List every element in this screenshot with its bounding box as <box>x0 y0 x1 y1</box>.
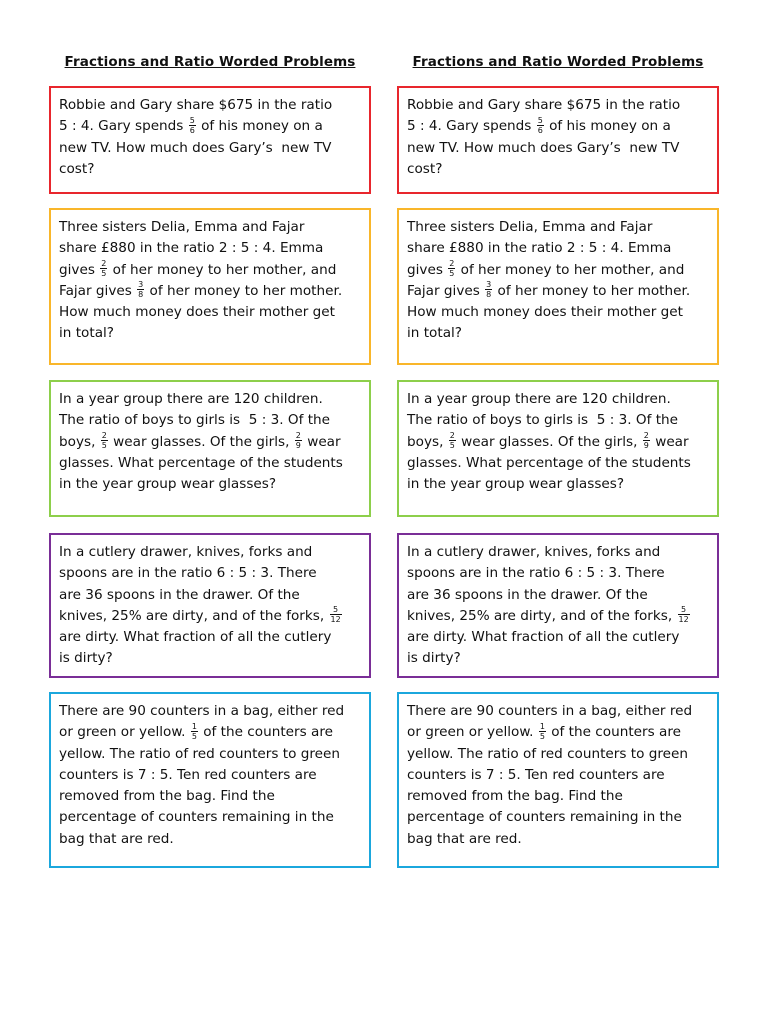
text-segment: spoons are in the ratio 6 : 5 : 3. There <box>407 565 665 582</box>
text-segment: How much money does their mother get <box>59 304 335 321</box>
text-segment: are 36 spoons in the drawer. Of the <box>59 586 300 603</box>
problem-card-1 <box>49 86 371 194</box>
fraction-denominator: 5 <box>449 269 455 279</box>
fraction <box>539 722 546 741</box>
fraction-numerator: 2 <box>295 431 301 441</box>
text-segment: share £880 in the ratio 2 : 5 : 4. Emma <box>407 240 672 257</box>
problem-text-line <box>59 260 361 281</box>
problem-text-line <box>59 474 361 495</box>
problem-text-line <box>59 238 361 259</box>
fraction-numerator: 2 <box>101 431 107 441</box>
text-segment: In a cutlery drawer, knives, forks and <box>407 544 661 560</box>
fraction-denominator: 6 <box>189 125 195 135</box>
text-segment: boys, <box>407 433 448 450</box>
text-segment: The ratio of boys to girls is 5 : 3. Of the <box>407 412 679 429</box>
fraction <box>137 280 144 299</box>
fraction-numerator: 5 <box>189 115 195 125</box>
fraction-denominator: 5 <box>449 441 455 451</box>
fraction-denominator: 6 <box>537 125 543 135</box>
problem-card-3 <box>49 380 371 517</box>
text-segment: of his money on a <box>196 118 323 135</box>
problem-text-line <box>59 627 361 648</box>
problem-text-line <box>59 606 361 627</box>
text-segment: glasses. What percentage of the students <box>59 454 343 471</box>
text-segment: percentage of counters remaining in the <box>407 809 682 826</box>
fraction <box>295 431 302 450</box>
text-segment: The ratio of boys to girls is 5 : 3. Of the <box>59 412 331 429</box>
problem-card-4 <box>397 533 719 678</box>
problem-card-2 <box>49 208 371 365</box>
problem-text-line <box>407 116 709 137</box>
text-segment: How much money does their mother get <box>407 304 683 321</box>
text-segment: 5 : 4. Gary spends <box>407 118 536 135</box>
problem-card-5 <box>397 692 719 868</box>
worksheet-title: Fractions and Ratio Worded Problems <box>412 54 704 70</box>
fraction <box>191 722 198 741</box>
text-segment: cost? <box>59 160 95 177</box>
fraction-numerator: 5 <box>678 605 690 615</box>
problem-text-line <box>407 722 709 743</box>
fraction-numerator: 2 <box>643 431 649 441</box>
text-segment: There are 90 counters in a bag, either red <box>59 703 345 719</box>
text-segment: of his money on a <box>544 118 671 135</box>
text-segment: boys, <box>59 433 100 450</box>
text-segment: In a cutlery drawer, knives, forks and <box>59 544 313 560</box>
problem-text-line <box>59 116 361 137</box>
problem-text-line <box>407 138 709 159</box>
problem-text-line <box>59 95 361 116</box>
text-segment: or green or yellow. <box>59 724 190 741</box>
problem-text-line <box>407 627 709 648</box>
fraction <box>448 259 455 278</box>
problem-card-1 <box>397 86 719 194</box>
fraction-denominator: 5 <box>539 731 545 741</box>
problem-text-line <box>59 302 361 323</box>
problem-text-line <box>59 159 361 180</box>
text-segment: There are 90 counters in a bag, either red <box>407 703 693 719</box>
text-segment: wear <box>302 433 341 450</box>
problem-text-line <box>59 648 361 669</box>
problem-text-line <box>59 281 361 302</box>
problem-text-line <box>59 563 361 584</box>
problem-text-line <box>59 217 361 238</box>
text-segment: of her money to her mother. <box>145 282 343 299</box>
fraction-denominator: 9 <box>295 441 301 451</box>
text-segment: bag that are red. <box>59 830 174 847</box>
text-segment: share £880 in the ratio 2 : 5 : 4. Emma <box>59 240 324 257</box>
text-segment: wear glasses. Of the girls, <box>456 433 642 450</box>
text-segment: removed from the bag. Find the <box>59 788 275 805</box>
problem-text-line <box>59 389 361 410</box>
problem-card-4 <box>49 533 371 678</box>
problem-text-line <box>407 410 709 431</box>
text-segment: percentage of counters remaining in the <box>59 809 334 826</box>
fraction-numerator: 2 <box>449 431 455 441</box>
text-segment: wear <box>650 433 689 450</box>
text-segment: of the counters are <box>198 724 333 741</box>
text-segment: Three sisters Delia, Emma and Fajar <box>59 219 305 235</box>
problem-text-line <box>59 829 361 850</box>
text-segment: are dirty. What fraction of all the cutlery <box>59 629 332 646</box>
problem-text-line <box>59 410 361 431</box>
text-segment: are dirty. What fraction of all the cutlery <box>407 629 680 646</box>
text-segment: wear glasses. Of the girls, <box>108 433 294 450</box>
problem-text-line <box>59 722 361 743</box>
fraction-denominator: 5 <box>101 441 107 451</box>
text-segment: counters is 7 : 5. Ten red counters are <box>407 766 665 783</box>
text-segment: new TV. How much does Gary’s new TV <box>59 139 332 156</box>
text-segment: gives <box>59 261 100 278</box>
text-segment: spoons are in the ratio 6 : 5 : 3. There <box>59 565 317 582</box>
text-segment: in total? <box>59 325 115 342</box>
problem-text-line <box>407 606 709 627</box>
fraction <box>101 431 108 450</box>
text-segment: Fajar gives <box>407 282 485 299</box>
text-segment: cost? <box>407 160 443 177</box>
text-segment: new TV. How much does Gary’s new TV <box>407 139 680 156</box>
problem-text-line <box>407 432 709 453</box>
problem-text-line <box>407 807 709 828</box>
fraction <box>537 116 544 135</box>
fraction-denominator: 5 <box>191 731 197 741</box>
worksheet-title: Fractions and Ratio Worded Problems <box>64 54 356 70</box>
text-segment: or green or yellow. <box>407 724 538 741</box>
text-segment: glasses. What percentage of the students <box>407 454 691 471</box>
text-segment: counters is 7 : 5. Ten red counters are <box>59 766 317 783</box>
problem-text-line <box>407 474 709 495</box>
fraction-denominator: 9 <box>643 441 649 451</box>
text-segment: Fajar gives <box>59 282 137 299</box>
fraction <box>643 431 650 450</box>
fraction-numerator: 1 <box>539 721 545 731</box>
fraction-denominator: 8 <box>138 290 144 300</box>
problem-text-line <box>407 786 709 807</box>
problem-text-line <box>407 563 709 584</box>
text-segment: is dirty? <box>407 650 461 667</box>
problem-card-2 <box>397 208 719 365</box>
text-segment: in the year group wear glasses? <box>59 476 277 493</box>
problem-text-line <box>59 786 361 807</box>
text-segment: In a year group there are 120 children. <box>407 391 671 407</box>
text-segment: gives <box>407 261 448 278</box>
problem-text-line <box>59 701 361 722</box>
text-segment: of her money to her mother, and <box>108 261 337 278</box>
fraction-denominator: 5 <box>101 269 107 279</box>
text-segment: in total? <box>407 325 463 342</box>
text-segment: Robbie and Gary share $675 in the ratio <box>407 97 681 113</box>
problem-text-line <box>59 453 361 474</box>
problem-text-line <box>59 542 361 563</box>
fraction-numerator: 2 <box>449 259 455 269</box>
text-segment: bag that are red. <box>407 830 522 847</box>
problem-text-line <box>407 765 709 786</box>
problem-text-line <box>407 260 709 281</box>
problem-text-line <box>407 217 709 238</box>
fraction <box>449 431 456 450</box>
text-segment: 5 : 4. Gary spends <box>59 118 188 135</box>
text-segment: of the counters are <box>546 724 681 741</box>
problem-text-line <box>407 159 709 180</box>
problem-text-line <box>407 829 709 850</box>
problem-text-line <box>407 302 709 323</box>
fraction-numerator: 2 <box>101 259 107 269</box>
problem-text-line <box>407 95 709 116</box>
fraction-denominator: 12 <box>330 615 341 625</box>
fraction-denominator: 8 <box>486 290 492 300</box>
text-segment: Three sisters Delia, Emma and Fajar <box>407 219 653 235</box>
text-segment: Robbie and Gary share $675 in the ratio <box>59 97 333 113</box>
text-segment: yellow. The ratio of red counters to green <box>407 745 689 762</box>
text-segment: yellow. The ratio of red counters to green <box>59 745 341 762</box>
problem-text-line <box>407 648 709 669</box>
problem-text-line <box>59 323 361 344</box>
problem-text-line <box>59 765 361 786</box>
fraction-numerator: 3 <box>138 280 144 290</box>
problem-card-3 <box>397 380 719 517</box>
problem-text-line <box>59 138 361 159</box>
problem-text-line <box>407 744 709 765</box>
problem-text-line <box>407 281 709 302</box>
problem-text-line <box>59 807 361 828</box>
problem-text-line <box>407 238 709 259</box>
fraction <box>189 116 196 135</box>
text-segment: knives, 25% are dirty, and of the forks, <box>407 607 677 624</box>
text-segment: in the year group wear glasses? <box>407 476 625 493</box>
fraction-denominator: 12 <box>678 615 689 625</box>
fraction-numerator: 1 <box>191 721 197 731</box>
fraction <box>485 280 492 299</box>
problem-text-line <box>407 701 709 722</box>
text-segment: are 36 spoons in the drawer. Of the <box>407 586 648 603</box>
problem-card-5 <box>49 692 371 868</box>
text-segment: removed from the bag. Find the <box>407 788 623 805</box>
text-segment: of her money to her mother. <box>493 282 691 299</box>
problem-text-line <box>59 585 361 606</box>
problem-text-line <box>407 323 709 344</box>
fraction-numerator: 5 <box>330 605 342 615</box>
problem-text-line <box>407 453 709 474</box>
text-segment: is dirty? <box>59 650 113 667</box>
fraction-numerator: 5 <box>537 115 543 125</box>
fraction <box>678 605 690 624</box>
problem-text-line <box>407 585 709 606</box>
fraction <box>330 605 342 624</box>
text-segment: knives, 25% are dirty, and of the forks, <box>59 607 329 624</box>
problem-text-line <box>407 389 709 410</box>
problem-text-line <box>59 432 361 453</box>
fraction <box>100 259 107 278</box>
problem-text-line <box>59 744 361 765</box>
problem-text-line <box>407 542 709 563</box>
text-segment: In a year group there are 120 children. <box>59 391 323 407</box>
fraction-numerator: 3 <box>486 280 492 290</box>
text-segment: of her money to her mother, and <box>456 261 685 278</box>
